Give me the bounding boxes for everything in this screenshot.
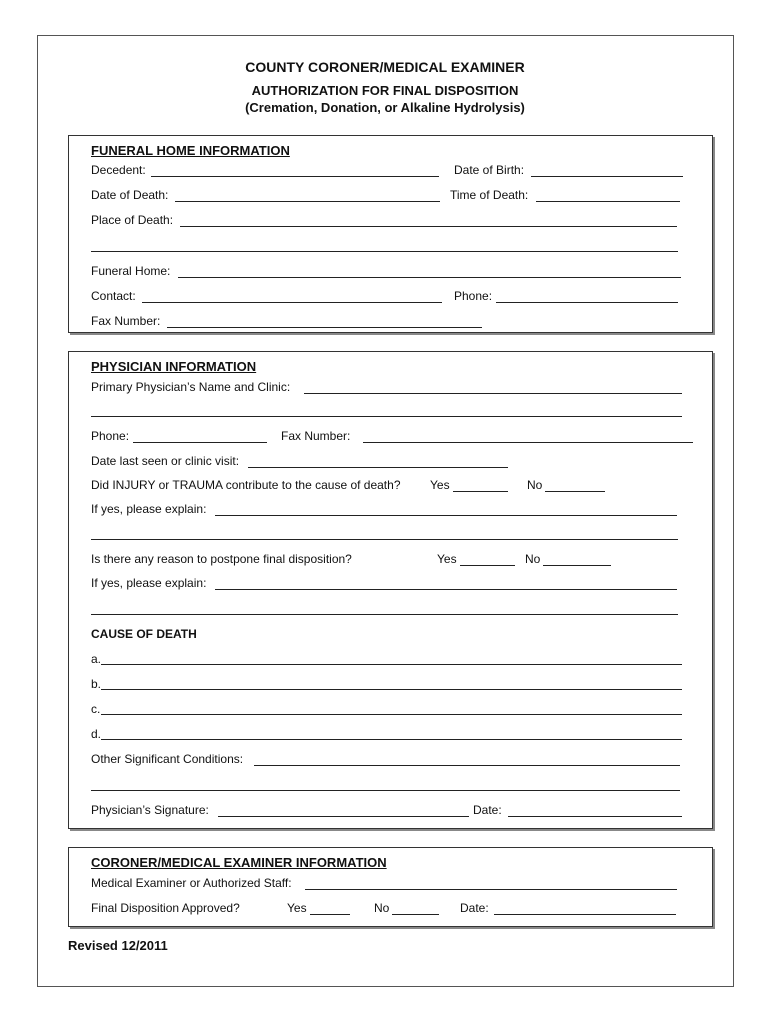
physician-name-label: Primary Physician’s Name and Clinic: bbox=[91, 380, 291, 394]
other-conditions-field[interactable] bbox=[254, 765, 680, 766]
injury-no-label: No bbox=[527, 478, 543, 492]
examiner-label: Medical Examiner or Authorized Staff: bbox=[91, 876, 292, 890]
postpone-explain-field-2[interactable] bbox=[91, 614, 678, 615]
approved-yes-label: Yes bbox=[287, 901, 307, 915]
other-conditions-label: Other Significant Conditions: bbox=[91, 752, 244, 766]
physician-fax-label: Fax Number: bbox=[281, 429, 351, 443]
dod-label: Date of Death: bbox=[91, 188, 169, 202]
place-of-death-field-2[interactable] bbox=[91, 251, 678, 252]
coroner-date-label: Date: bbox=[460, 901, 489, 915]
postpone-explain-label: If yes, please explain: bbox=[91, 576, 207, 590]
postpone-question: Is there any reason to postpone final disposition? bbox=[91, 552, 352, 566]
injury-yes-label: Yes bbox=[430, 478, 450, 492]
physician-date-field[interactable] bbox=[508, 816, 682, 817]
coroner-heading: CORONER/MEDICAL EXAMINER INFORMATION bbox=[91, 855, 387, 870]
physician-name-field-2[interactable] bbox=[91, 416, 682, 417]
physician-fax-field[interactable] bbox=[363, 442, 693, 443]
last-seen-field[interactable] bbox=[248, 467, 508, 468]
cause-b-field[interactable] bbox=[101, 689, 682, 690]
funeral-phone-field[interactable] bbox=[496, 302, 678, 303]
other-conditions-field-2[interactable] bbox=[91, 790, 680, 791]
postpone-yes-label: Yes bbox=[437, 552, 457, 566]
tod-label: Time of Death: bbox=[450, 188, 529, 202]
funeral-home-section bbox=[68, 135, 713, 333]
physician-name-field[interactable] bbox=[304, 393, 682, 394]
examiner-field[interactable] bbox=[305, 889, 677, 890]
form-subtitle: AUTHORIZATION FOR FINAL DISPOSITION bbox=[251, 83, 519, 98]
cause-a-field[interactable] bbox=[101, 664, 682, 665]
funeral-home-heading: FUNERAL HOME INFORMATION bbox=[91, 143, 290, 158]
cause-c-field[interactable] bbox=[101, 714, 682, 715]
physician-signature-field[interactable] bbox=[218, 816, 469, 817]
coroner-date-field[interactable] bbox=[494, 914, 676, 915]
injury-explain-field[interactable] bbox=[215, 515, 677, 516]
injury-no-field[interactable] bbox=[545, 491, 605, 492]
funeral-home-field[interactable] bbox=[178, 277, 681, 278]
cause-b-label: b. bbox=[91, 677, 102, 691]
physician-phone-label: Phone: bbox=[91, 429, 130, 443]
disposition-approved-label: Final Disposition Approved? bbox=[91, 901, 240, 915]
cause-d-label: d. bbox=[91, 727, 102, 741]
dob-field[interactable] bbox=[531, 176, 683, 177]
contact-field[interactable] bbox=[142, 302, 442, 303]
injury-yes-field[interactable] bbox=[453, 491, 508, 492]
dod-field[interactable] bbox=[175, 201, 440, 202]
physician-date-label: Date: bbox=[473, 803, 502, 817]
postpone-no-field[interactable] bbox=[543, 565, 611, 566]
injury-question: Did INJURY or TRAUMA contribute to the cause of death? bbox=[91, 478, 401, 492]
decedent-field[interactable] bbox=[151, 176, 439, 177]
revised-date: Revised 12/2011 bbox=[68, 938, 168, 953]
form-title: COUNTY CORONER/MEDICAL EXAMINER bbox=[245, 59, 525, 75]
injury-explain-field-2[interactable] bbox=[91, 539, 678, 540]
postpone-explain-field[interactable] bbox=[215, 589, 677, 590]
funeral-fax-label: Fax Number: bbox=[91, 314, 161, 328]
physician-phone-field[interactable] bbox=[133, 442, 267, 443]
funeral-fax-field[interactable] bbox=[167, 327, 482, 328]
contact-label: Contact: bbox=[91, 289, 136, 303]
approved-yes-field[interactable] bbox=[310, 914, 350, 915]
form-subtitle-2: (Cremation, Donation, or Alkaline Hydrolysis) bbox=[245, 100, 525, 115]
cause-a-label: a. bbox=[91, 652, 102, 666]
tod-field[interactable] bbox=[536, 201, 680, 202]
dob-label: Date of Birth: bbox=[454, 163, 525, 177]
place-of-death-field[interactable] bbox=[180, 226, 677, 227]
place-of-death-label: Place of Death: bbox=[91, 213, 174, 227]
funeral-phone-label: Phone: bbox=[454, 289, 493, 303]
postpone-yes-field[interactable] bbox=[460, 565, 515, 566]
last-seen-label: Date last seen or clinic visit: bbox=[91, 454, 240, 468]
postpone-no-label: No bbox=[525, 552, 541, 566]
physician-heading: PHYSICIAN INFORMATION bbox=[91, 359, 257, 374]
funeral-home-label: Funeral Home: bbox=[91, 264, 171, 278]
physician-signature-label: Physician’s Signature: bbox=[91, 803, 209, 817]
injury-explain-label: If yes, please explain: bbox=[91, 502, 207, 516]
cause-of-death-heading: CAUSE OF DEATH bbox=[91, 627, 197, 641]
decedent-label: Decedent: bbox=[91, 163, 146, 177]
approved-no-field[interactable] bbox=[392, 914, 439, 915]
cause-c-label: c. bbox=[91, 702, 101, 716]
cause-d-field[interactable] bbox=[101, 739, 682, 740]
approved-no-label: No bbox=[374, 901, 390, 915]
